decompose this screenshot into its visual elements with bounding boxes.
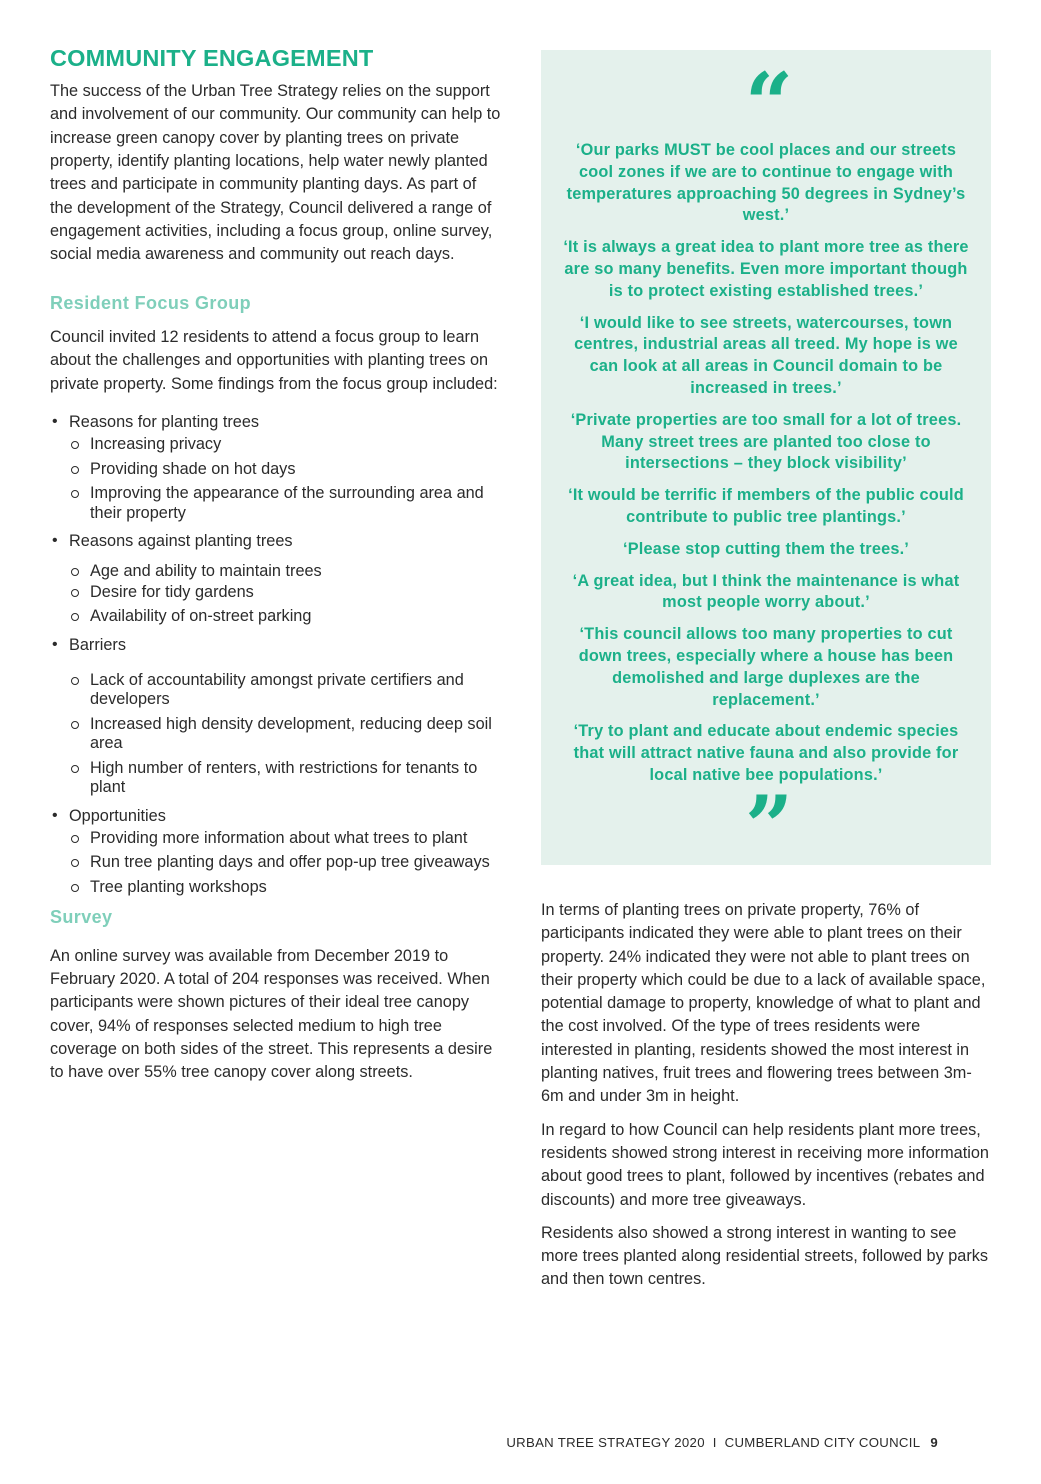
page-title: COMMUNITY ENGAGEMENT: [50, 45, 374, 71]
list-item: Desire for tidy gardens: [69, 583, 502, 603]
list-item: Lack of accountability amongst private certifiers and developers: [69, 671, 502, 710]
footer-text: URBAN TREE STRATEGY 2020 I CUMBERLAND CITY COUNCIL: [506, 1435, 921, 1450]
results-paragraph: Residents also showed a strong interest in wanting to see more trees planted along residential streets, followed by parks and then town centres.: [541, 1223, 989, 1289]
finding-reasons-for: [50, 412, 502, 523]
results-paragraph: In regard to how Council can help residents plant more trees, residents showed strong interest in receiving more information about good trees to plant, followed by incentives (rebates and discounts) and more tree giveaways.: [541, 1120, 989, 1209]
page-footer: [506, 1435, 938, 1450]
list-item: Improving the appearance of the surrounding area and their property: [69, 484, 502, 523]
finding-label: Reasons against planting trees: [69, 532, 293, 551]
list-item: Providing more information about what trees to plant: [69, 829, 502, 849]
right-column: [541, 50, 991, 1302]
focus-group-title: Resident Focus Group: [50, 292, 252, 313]
quotes-panel: [541, 50, 991, 876]
list-item: Tree planting workshops: [69, 878, 502, 898]
quote: ‘Try to plant and educate about endemic species that will attract native fauna and also provide for local native bee populations.’: [573, 722, 959, 784]
list-item: Age and ability to maintain trees: [69, 562, 502, 582]
finding-barriers: [50, 635, 502, 798]
list-item: High number of renters, with restrictions for tenants to plant: [69, 759, 502, 798]
finding-label: Barriers: [69, 635, 126, 654]
open-quote-icon: “: [744, 54, 788, 153]
quote: ‘This council allows too many properties to cut down trees, especially where a house has been demolished and large duplexes are the replacement.’: [578, 625, 954, 709]
quote: ‘A great idea, but I think the maintenance is what most people worry about.’: [572, 571, 960, 612]
list-item: Providing shade on hot days: [69, 460, 502, 480]
quote: ‘It is always a great idea to plant more tree as there are so many benefits. Even more important though is to protect existing established trees.’: [563, 238, 969, 300]
intro-paragraph: The success of the Urban Tree Strategy relies on the support and involvement of our community. Our community can help to increase green canopy cover by planting trees on private property, identify planting locations, help water newly planted trees and participate in community planting days. As part of the development of the Strategy, Council delivered a range of engagement activities, including a focus group, online survey, social media awareness and community out reach days.: [50, 82, 501, 264]
quote: ‘Please stop cutting them the trees.’: [622, 539, 910, 558]
quote: ‘Private properties are too small for a lot of trees. Many street trees are planted too close to intersections – they block visibility’: [570, 410, 962, 473]
finding-label: Opportunities: [69, 806, 166, 825]
finding-label: Reasons for planting trees: [69, 413, 260, 432]
sub-list: [69, 435, 502, 523]
sub-list: [69, 671, 502, 798]
finding-reasons-against: [50, 531, 502, 627]
survey-results: [541, 899, 991, 1292]
finding-opportunities: [50, 806, 502, 898]
list-item: Run tree planting days and offer pop-up tree giveaways: [69, 853, 502, 873]
results-paragraph: In terms of planting trees on private property, 76% of participants indicated they were able to plant trees on their property. 24% indicated they were not able to plant trees on their property which could be due to a lack of available space, potential damage to property, knowledge of what to plant and the cost involved. Of the type of trees residents were interested in planting, residents showed the most interest in planting natives, fruit trees and flowering trees between 3m-6m and under 3m in height.: [541, 901, 986, 1106]
close-quote-icon: ”: [744, 776, 788, 876]
focus-group-intro: Council invited 12 residents to attend a focus group to learn about the challenges and opportunities with planting trees on private property. Some findings from the focus group included:: [50, 328, 498, 393]
left-column: [50, 44, 502, 1084]
list-item: Increasing privacy: [69, 435, 502, 455]
sub-list: [69, 562, 502, 627]
quote: ‘I would like to see streets, watercourses, town centres, industrial areas all treed. My hope is we can look at all areas in Council domain to be increased in trees.’: [574, 313, 958, 397]
quote: ‘Our parks MUST be cool places and our streets cool zones if we are to continue to engage with temperatures approaching 50 degrees in Sydney’s west.’: [566, 141, 966, 225]
list-item: Availability of on-street parking: [69, 607, 502, 627]
page-number: 9: [930, 1435, 938, 1450]
survey-paragraph: An online survey was available from December 2019 to February 2020. A total of 204 responses was received. When participants were shown pictures of their ideal tree canopy cover, 94% of responses selected medium to high tree coverage on both sides of the street. This represents a desire to have over 55% tree canopy cover along streets.: [50, 946, 493, 1082]
focus-group-findings: [50, 412, 502, 897]
sub-list: [69, 829, 502, 898]
list-item: Increased high density development, reducing deep soil area: [69, 715, 502, 754]
survey-title: Survey: [50, 907, 113, 928]
quote: ‘It would be terrific if members of the public could contribute to public tree plantings.’: [568, 486, 964, 526]
